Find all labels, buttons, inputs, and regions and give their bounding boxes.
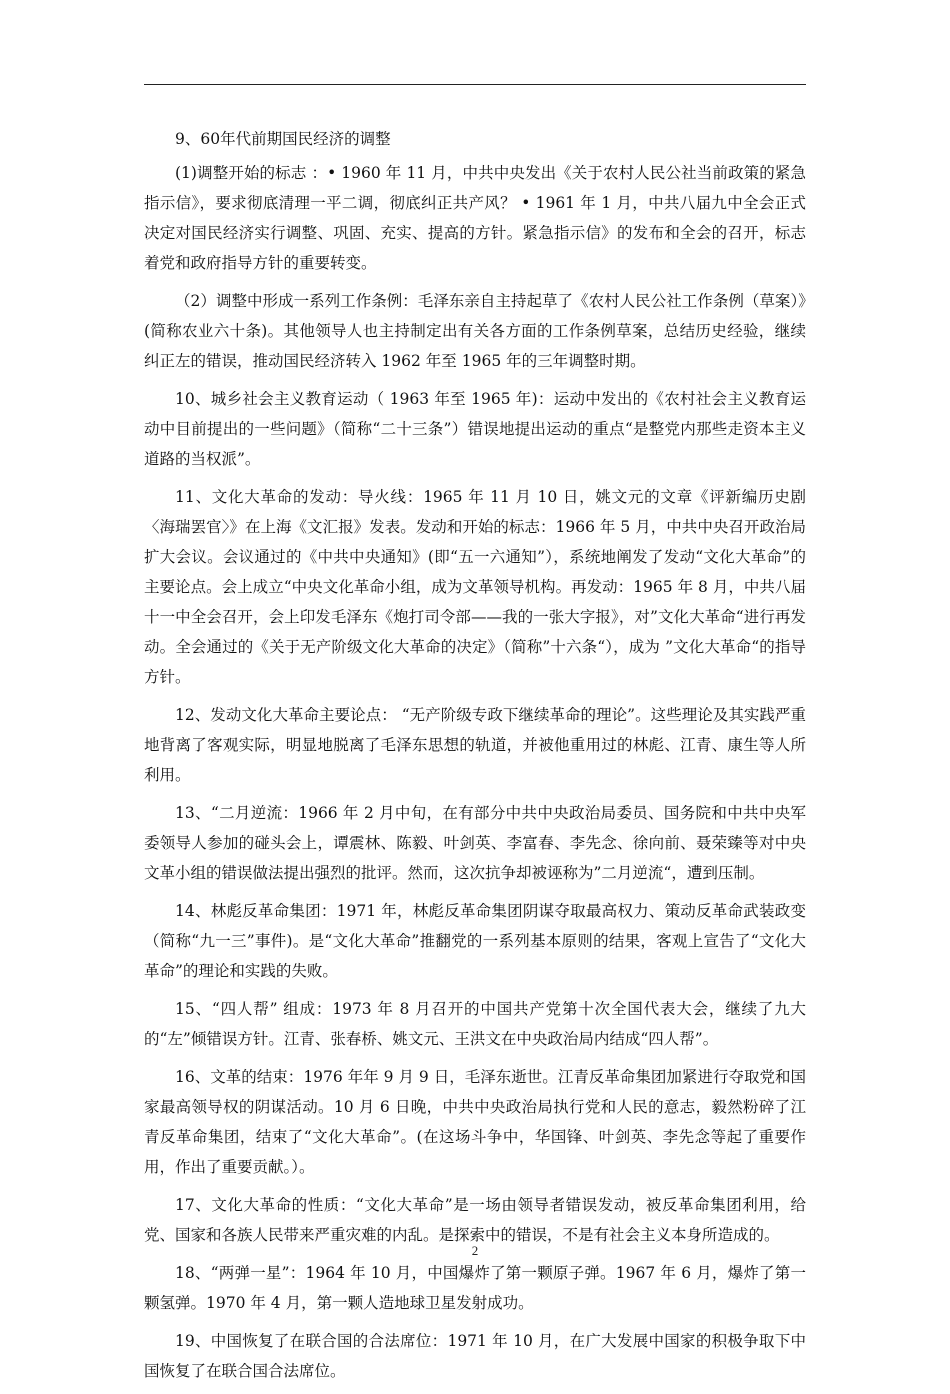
paragraph-13: 13、“二月逆流：1966 年 2 月中旬，在有部分中共中央政治局委员、国务院和中共中央军委领导人参加的碰头会上，谭震林、陈毅、叶剑英、李富春、李先念、徐向前、聂荣臻等对中央文革小组的错误做法提出强烈的批评。然而，这次抗争却被诬称为”二月逆流“，遭到压制。 <box>144 804 806 882</box>
section-heading-9: 9、60年代前期国民经济的调整 <box>175 130 391 148</box>
page-number: 2 <box>471 1243 479 1258</box>
document-body <box>144 124 806 1394</box>
paragraph-19: 19、中国恢复了在联合国的合法席位：1971 年 10 月，在广大发展中国家的积极争取下中国恢复了在联合国合法席位。 <box>144 1332 806 1380</box>
header-rule <box>144 84 806 85</box>
paragraph-16: 16、文革的结束：1976 年年 9 月 9 日，毛泽东逝世。江青反革命集团加紧进行夺取党和国家最高领导权的阴谋活动。10 月 6 日晚，中共中央政治局执行党和人民的意志，毅然粉碎了江青反革命集团，结束了“文化大革命”。(在这场斗争中，华国锋、叶剑英、李先念等起了重要作用，作出了重要贡献。）。 <box>144 1068 806 1176</box>
paragraph-10: 10、城乡社会主义教育运动（ 1963 年至 1965 年)：运动中发出的《农村社会主义教育运动中目前提出的一些问题》（简称“二十三条”）错误地提出运动的重点“是整党内那些走资本主义道路的当权派”。 <box>144 390 806 468</box>
paragraph-11: 11、文化大革命的发动：导火线：1965 年 11 月 10 日，姚文元的文章《评新编历史剧〈海瑞罢官〉》在上海《文汇报》发表。发动和开始的标志：1966 年 5 月，中共中央召开政治局扩大会议。会议通过的《中共中央通知》(即“五一六通知”），系统地阐发了发动“文化大革命”的主要论点。会上成立“中央文化革命小组，成为文革领导机构。再发动：1965 年 8 月，中共八届十一中全会召开，会上印发毛泽东《炮打司令部——我的一张大字报》，对”文化大革命“进行再发动。全会通过的《关于无产阶级文化大革命的决定》（简称”十六条“），成为 ”文化大革命“的指导方针。 <box>144 488 806 686</box>
paragraph-18: 18、“两弹一星”：1964 年 10 月，中国爆炸了第一颗原子弹。1967 年 6 月，爆炸了第一颗氢弹。1970 年 4 月，第一颗人造地球卫星发射成功。 <box>144 1264 806 1312</box>
paragraph-9-1: (1)调整开始的标志 ：• 1960 年 11 月，中共中央发出《关于农村人民公社当前政策的紧急指示信》，要求彻底清理一平二调，彻底纠正共产风？ • 1961 年 1 月，中共八届九中全会正式决定对国民经济实行调整、巩固、充实、提高的方针。紧急指示信》的发布和全会的召开，标志着党和政府指导方针的重要转变。 <box>144 164 806 272</box>
paragraph-17: 17、文化大革命的性质：“文化大革命”是一场由领导者错误发动，被反革命集团利用，给党、国家和各族人民带来严重灾难的内乱。是探索中的错误，不是有社会主义本身所造成的。 <box>144 1196 806 1244</box>
paragraph-12: 12、发动文化大革命主要论点： “无产阶级专政下继续革命的理论”。这些理论及其实践严重地背离了客观实际，明显地脱离了毛泽东思想的轨道，并被他重用过的林彪、江青、康生等人所利用。 <box>144 706 806 784</box>
paragraph-15: 15、“四人帮” 组成：1973 年 8 月召开的中国共产党第十次全国代表大会，继续了九大的“左”倾错误方针。江青、张春桥、姚文元、王洪文在中央政治局内结成“四人帮”。 <box>144 1000 806 1048</box>
paragraph-9-2: （2）调整中形成一系列工作条例：毛泽东亲自主持起草了《农村人民公社工作条例（草案）》(简称农业六十条)。其他领导人也主持制定出有关各方面的工作条例草案，总结历史经验，继续纠正左的错误，推动国民经济转入 1962 年至 1965 年的三年调整时期。 <box>144 292 806 370</box>
paragraph-14: 14、林彪反革命集团：1971 年，林彪反革命集团阴谋夺取最高权力、策动反革命武装政变（简称“九一三”事件)。是“文化大革命”推翻党的一系列基本原则的结果，客观上宣告了“文化大革命”的理论和实践的失败。 <box>144 902 806 980</box>
